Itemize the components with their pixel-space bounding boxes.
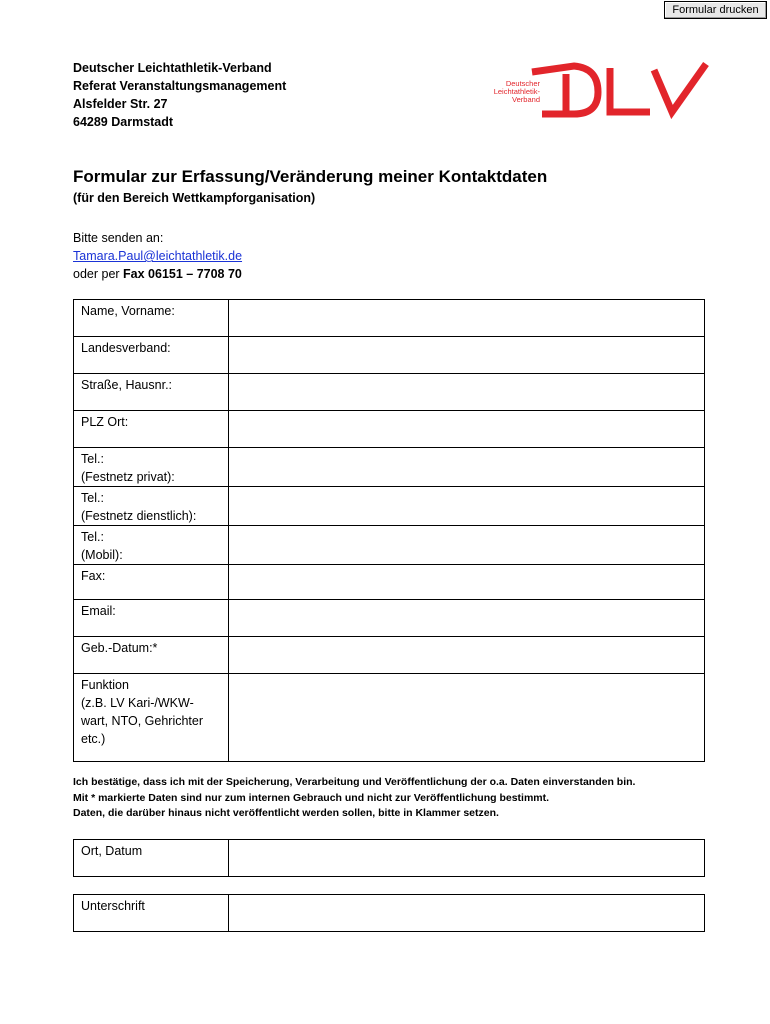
email-link[interactable]: Tamara.Paul@leichtathletik.de <box>73 249 243 263</box>
field-label-line: Tel.: <box>81 530 104 544</box>
logo-letter-l <box>610 68 650 112</box>
dlv-logo <box>494 62 714 122</box>
address-line-department: Referat Veranstaltungsmanagement <box>73 79 287 93</box>
form-row <box>74 600 705 637</box>
consent-statement <box>73 775 635 822</box>
field-label <box>74 337 229 374</box>
field-input[interactable] <box>229 674 705 762</box>
address-line-organization: Deutscher Leichtathletik-Verband <box>73 61 272 75</box>
form-title: Formular zur Erfassung/Veränderung meiner Kontaktdaten <box>73 167 548 186</box>
field-label <box>74 448 229 487</box>
form-row <box>74 487 705 526</box>
field-input[interactable] <box>229 487 705 526</box>
field-input[interactable] <box>229 565 705 600</box>
form-row <box>74 565 705 600</box>
fax-line <box>73 265 242 283</box>
form-row <box>74 448 705 487</box>
field-label <box>74 674 229 762</box>
field-input[interactable] <box>229 300 705 337</box>
logo-text-line2: Leichtathletik- <box>494 87 540 96</box>
form-subtitle: (für den Bereich Wettkampforganisation) <box>73 191 316 205</box>
signature-label: Unterschrift <box>74 895 229 932</box>
consent-line3: Daten, die darüber hinaus nicht veröffentlicht werden sollen, bitte in Klammer setzen. <box>73 807 499 819</box>
field-input[interactable] <box>229 600 705 637</box>
field-label-line: Name, Vorname: <box>81 304 175 318</box>
place-date-label: Ort, Datum <box>74 840 229 877</box>
address-line-city: 64289 Darmstadt <box>73 115 174 129</box>
field-label-line: (Festnetz privat): <box>81 470 175 484</box>
field-label <box>74 637 229 674</box>
field-label <box>74 565 229 600</box>
address-line-street: Alsfelder Str. 27 <box>73 97 168 111</box>
field-input[interactable] <box>229 526 705 565</box>
field-label <box>74 374 229 411</box>
field-label-line: Geb.-Datum:* <box>81 641 158 655</box>
place-date-table <box>73 839 705 877</box>
logo-text-line3: Verband <box>512 95 540 104</box>
sender-address <box>73 59 286 131</box>
field-label <box>74 411 229 448</box>
field-label <box>74 487 229 526</box>
field-input[interactable] <box>229 374 705 411</box>
logo-text-line1: Deutscher <box>505 79 540 88</box>
send-instructions <box>73 229 242 283</box>
form-row <box>74 411 705 448</box>
field-label-line: Funktion <box>81 678 129 692</box>
form-row <box>74 674 705 762</box>
signature-input[interactable] <box>229 895 705 932</box>
field-input[interactable] <box>229 411 705 448</box>
field-label-line: Fax: <box>81 569 106 583</box>
fax-prefix: oder per <box>73 267 124 281</box>
consent-line2: Mit * markierte Daten sind nur zum internen Gebrauch und nicht zur Veröffentlichung bestimmt. <box>73 791 550 804</box>
field-label-line: Landesverband: <box>81 341 171 355</box>
field-label-line: Tel.: <box>81 452 104 466</box>
field-label-line: Tel.: <box>81 491 104 505</box>
field-label-line: (Mobil): <box>81 548 123 562</box>
form-row <box>74 637 705 674</box>
field-label <box>74 526 229 565</box>
form-row <box>74 300 705 337</box>
form-row <box>74 526 705 565</box>
field-label-line: etc.) <box>81 732 106 746</box>
logo-letter-v <box>654 64 706 112</box>
field-label-line: Straße, Hausnr.: <box>81 378 173 392</box>
contact-form-table <box>73 299 705 762</box>
field-label-line: (z.B. LV Kari-/WKW- <box>81 696 194 710</box>
field-label-line: Email: <box>81 604 116 618</box>
field-input[interactable] <box>229 337 705 374</box>
field-label-line: wart, NTO, Gehrichter <box>81 714 204 728</box>
field-input[interactable] <box>229 637 705 674</box>
send-intro: Bitte senden an: <box>73 231 164 245</box>
field-label-line: PLZ Ort: <box>81 415 129 429</box>
field-label <box>74 300 229 337</box>
form-row <box>74 337 705 374</box>
field-label <box>74 600 229 637</box>
form-row <box>74 374 705 411</box>
field-label-line: (Festnetz dienstlich): <box>81 509 197 523</box>
consent-line1: Ich bestätige, dass ich mit der Speicherung, Verarbeitung und Veröffentlichung der o.a. Daten einverstanden bin. <box>73 776 636 788</box>
place-date-input[interactable] <box>229 840 705 877</box>
signature-table <box>73 894 705 932</box>
print-form-button[interactable]: Formular drucken <box>664 1 767 19</box>
field-input[interactable] <box>229 448 705 487</box>
fax-number: Fax 06151 – 7708 70 <box>123 267 242 281</box>
